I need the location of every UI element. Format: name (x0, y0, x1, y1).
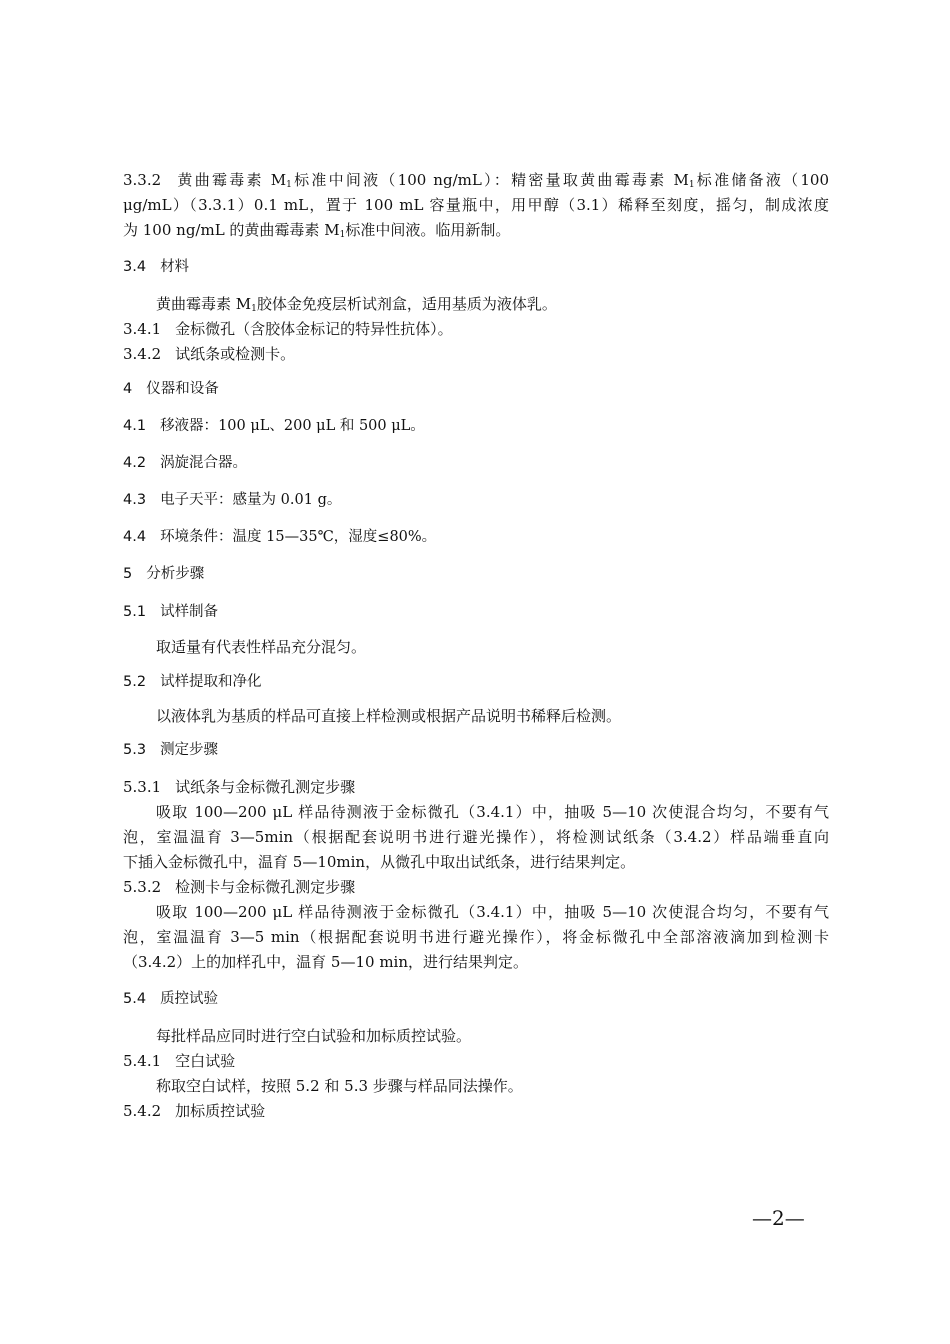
para-5-3-1-line-2: 泡，室温温育 3—5min（根据配套说明书进行避光操作），将检测试纸条（3.4.2）样品端垂直向 (123, 828, 829, 846)
heading-4: 4 仪器和设备 (123, 381, 219, 397)
item-5-4-1: 5.4.1 空白试验 (123, 1052, 236, 1070)
para-3-3-2-line-3: 为 100 ng/mL 的黄曲霉毒素 $M_1$标准中间液。临用新制。 (123, 221, 511, 240)
para-3-4: 黄曲霉毒素 $M_1$胶体金免疫层析试剂盒，适用基质为液体乳。 (156, 295, 557, 314)
heading-3-4: 3.4 材料 (123, 259, 190, 275)
para-3-3-2-line-1: 3.3.2 黄曲霉毒素 $M_1$标准中间液（100 ng/mL）：精密量取黄曲霉毒素 $M_1$标准储备液（100 (123, 171, 829, 190)
para-3-3-2-line-2: μg/mL）（3.3.1）0.1 mL，置于 100 mL 容量瓶中，用甲醇（3.1）稀释至刻度，摇匀，制成浓度 (123, 196, 829, 214)
heading-5-2: 5.2 试样提取和净化 (123, 674, 262, 690)
heading-5-3: 5.3 测定步骤 (123, 742, 219, 758)
para-5-3-1-line-3: 下插入金标微孔中，温育 5—10min，从微孔中取出试纸条，进行结果判定。 (123, 853, 636, 871)
item-5-3-2: 5.3.2 检测卡与金标微孔测定步骤 (123, 878, 356, 896)
para-5-3-2-line-1: 吸取 100—200 μL 样品待测液于金标微孔（3.4.1）中，抽吸 5—10 次使混合均匀，不要有气 (156, 903, 829, 921)
heading-5-4: 5.4 质控试验 (123, 991, 219, 1007)
para-5-4: 每批样品应同时进行空白试验和加标质控试验。 (156, 1027, 472, 1045)
heading-5-1: 5.1 试样制备 (123, 604, 219, 620)
para-5-3-2-line-2: 泡，室温温育 3—5 min（根据配套说明书进行避光操作），将金标微孔中全部溶液滴加到检测卡 (123, 928, 829, 946)
section-number: 3.3.2 (123, 171, 162, 189)
para-5-4-1: 称取空白试样，按照 5.2 和 5.3 步骤与样品同法操作。 (156, 1077, 523, 1095)
para-5-3-2-line-3: （3.4.2）上的加样孔中，温育 5—10 min，进行结果判定。 (123, 953, 529, 971)
item-3-4-1: 3.4.1 金标微孔（含胶体金标记的特异性抗体）。 (123, 320, 453, 338)
item-3-4-2: 3.4.2 试纸条或检测卡。 (123, 345, 296, 363)
item-4-1: 4.1 移液器：100 μL、200 μL 和 500 μL。 (123, 418, 425, 434)
item-5-4-2: 5.4.2 加标质控试验 (123, 1102, 266, 1120)
para-5-3-1-line-1: 吸取 100—200 μL 样品待测液于金标微孔（3.4.1）中，抽吸 5—10 次使混合均匀，不要有气 (156, 803, 829, 821)
item-4-3: 4.3 电子天平：感量为 0.01 g。 (123, 492, 342, 508)
para-5-2: 以液体乳为基质的样品可直接上样检测或根据产品说明书稀释后检测。 (156, 707, 622, 725)
item-5-3-1: 5.3.1 试纸条与金标微孔测定步骤 (123, 778, 356, 796)
page-number: —2— (752, 1206, 805, 1230)
heading-5: 5 分析步骤 (123, 566, 205, 582)
item-4-2: 4.2 涡旋混合器。 (123, 455, 248, 471)
para-5-1: 取适量有代表性样品充分混匀。 (156, 638, 367, 656)
item-4-4: 4.4 环境条件：温度 15—35℃，湿度≤80%。 (123, 529, 437, 545)
